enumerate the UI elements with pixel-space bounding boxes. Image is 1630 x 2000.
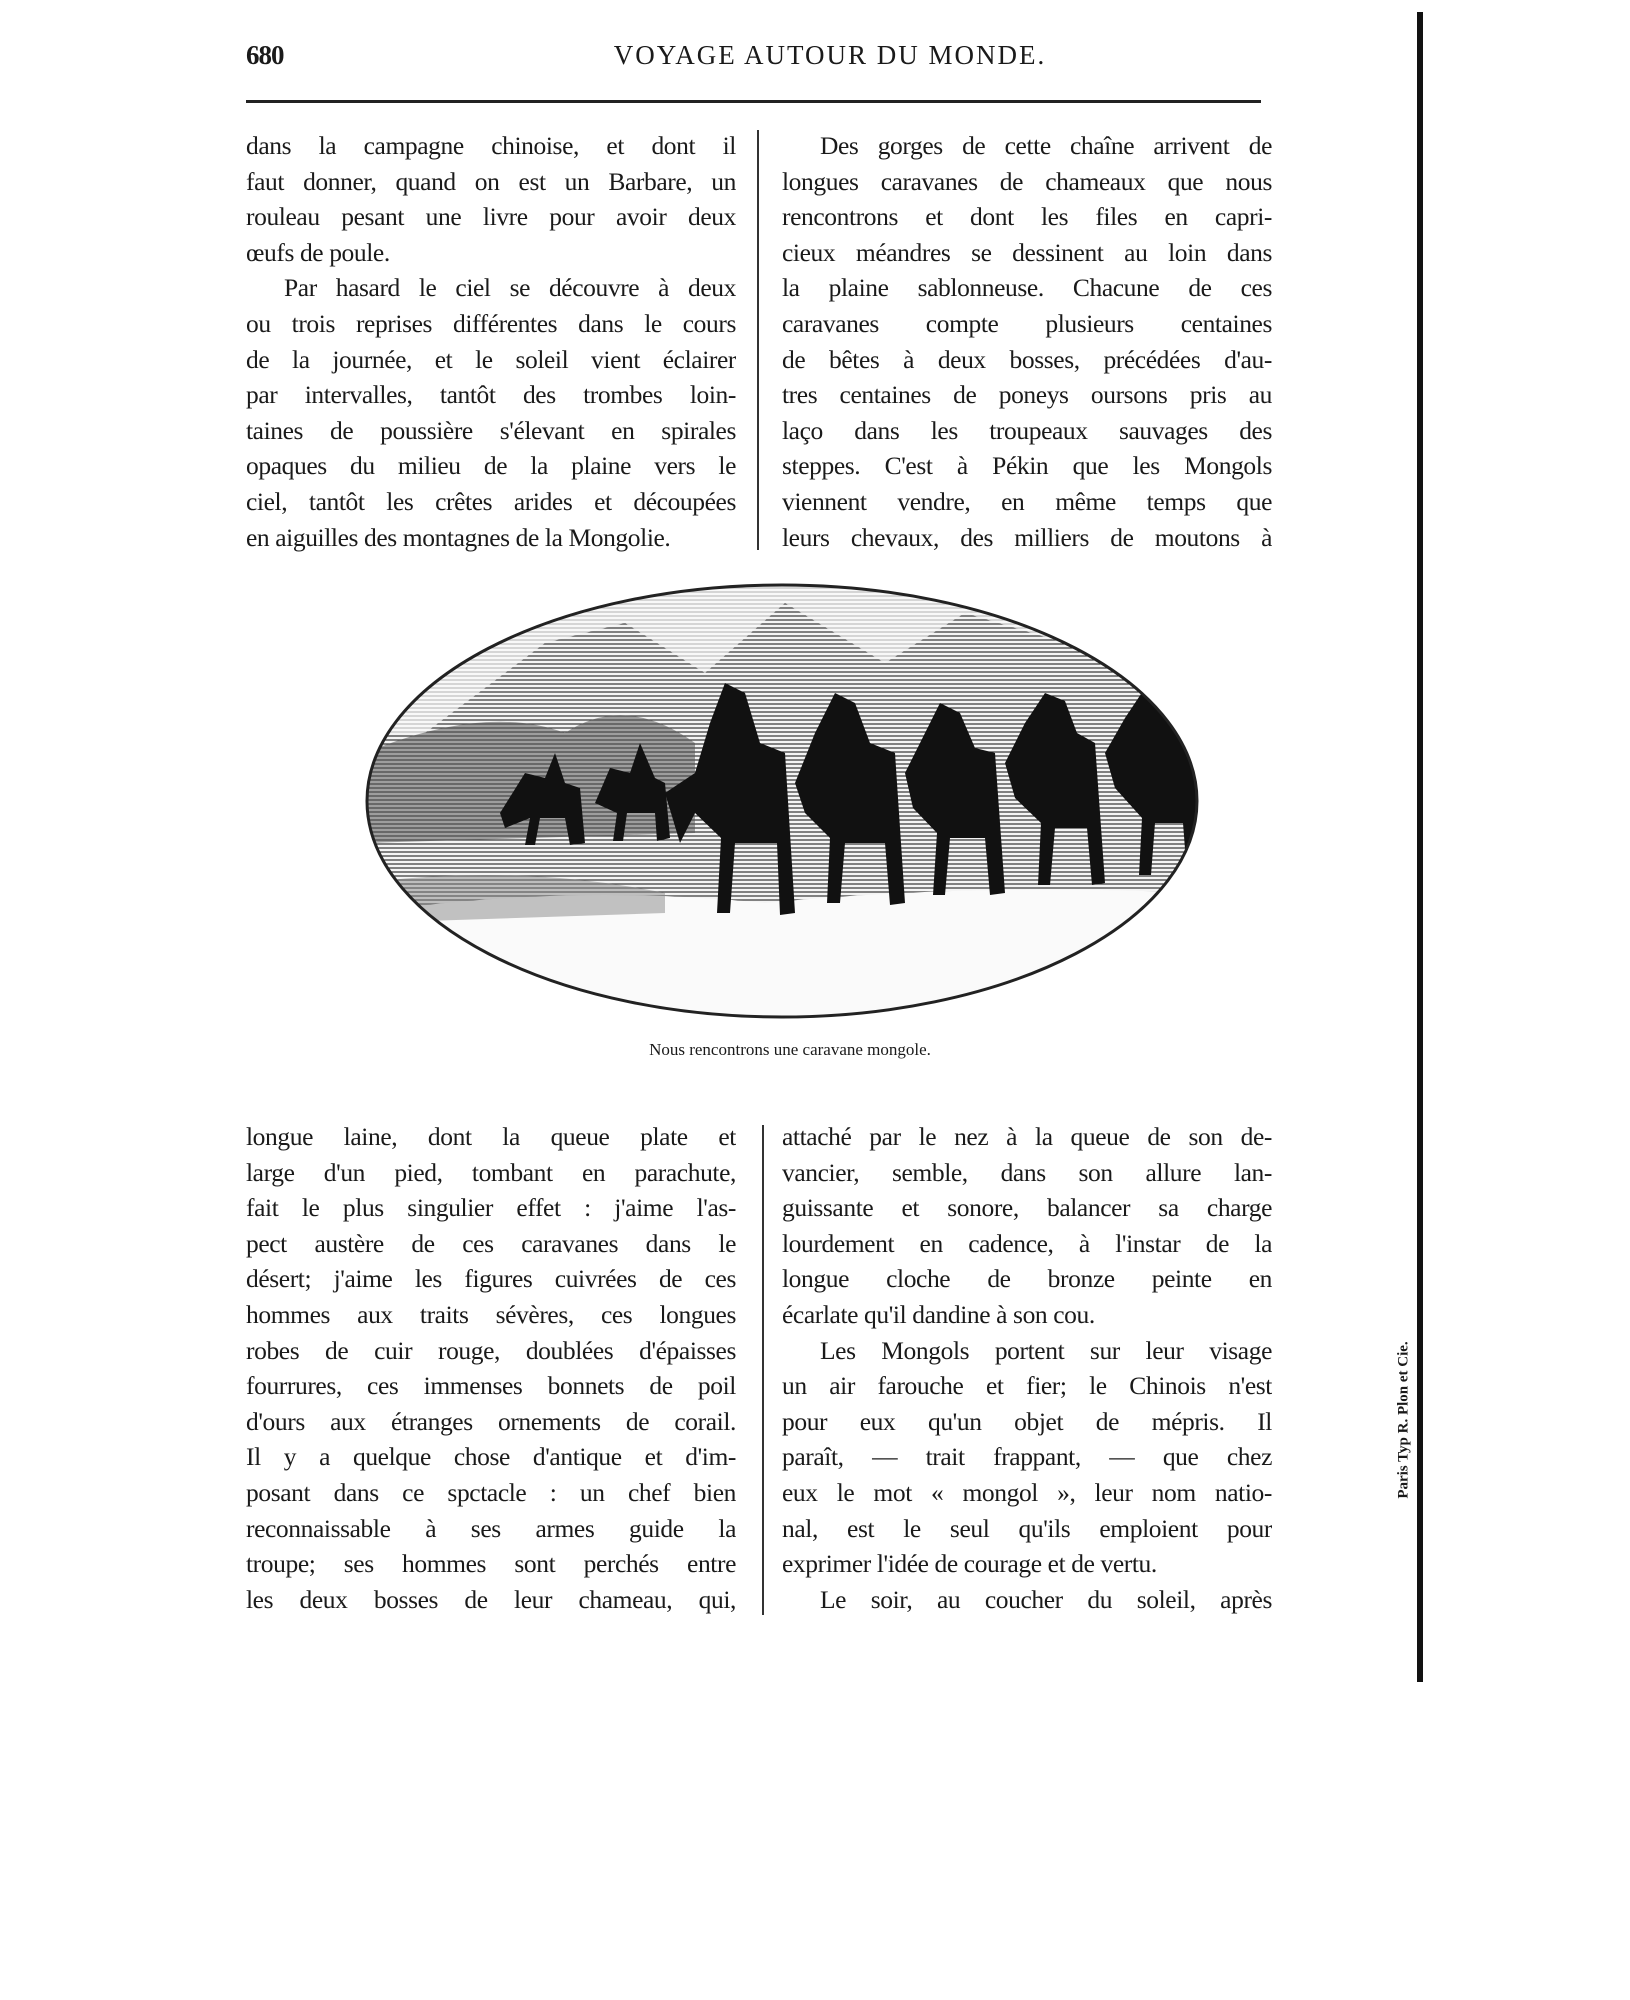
text-line: taines de poussière s'élevant en spirales [246, 415, 736, 445]
text-line: Par hasard le ciel se découvre à deux [284, 273, 736, 303]
text-line: les deux bosses de leur chameau, qui, [246, 1584, 736, 1614]
text-line: hommes aux traits sévères, ces longues [246, 1299, 736, 1329]
text-line: vancier, semble, dans son allure lan- [782, 1157, 1272, 1187]
page-edge-bar [1417, 12, 1423, 1682]
column-divider [762, 1125, 764, 1615]
text-line: nal, est le seul qu'ils emploient pour [782, 1513, 1272, 1543]
text-line: attaché par le nez à la queue de son de- [782, 1122, 1272, 1151]
text-line: paraît, — trait frappant, — que chez [782, 1442, 1272, 1472]
text-line: ou trois reprises différentes dans le cours [246, 308, 736, 338]
text-line: eux le mot « mongol », leur nom natio- [782, 1477, 1272, 1507]
text-line: Des gorges de cette chaîne arrivent de [820, 131, 1272, 160]
text-line: Le soir, au coucher du soleil, après [820, 1584, 1272, 1614]
text-line: tres centaines de poneys oursons pris au [782, 380, 1272, 410]
header-rule [246, 100, 1261, 103]
text-line: troupe; ses hommes sont perchés entre [246, 1549, 736, 1579]
text-line: longues caravanes de chameaux que nous [782, 166, 1272, 196]
text-line: rouleau pesant une livre pour avoir deux [246, 202, 736, 232]
text-line: un air farouche et fier; le Chinois n'est [782, 1371, 1272, 1401]
column-top-left [246, 128, 736, 555]
text-line: reconnaissable à ses armes guide la [246, 1513, 736, 1543]
running-title: VOYAGE AUTOUR DU MONDE. [613, 40, 1047, 70]
text-line: caravanes compte plusieurs centaines [782, 308, 1272, 338]
column-divider [757, 130, 759, 550]
text-line: longue cloche de bronze peinte en [782, 1264, 1272, 1294]
column-bottom-left [246, 1119, 736, 1617]
text-line: dans la campagne chinoise, et dont il [246, 131, 736, 160]
text-line: de bêtes à deux bosses, précédées d'au- [782, 344, 1272, 374]
text-line: longue laine, dont la queue plate et [246, 1122, 736, 1151]
text-line: la plaine sablonneuse. Chacune de ces [782, 273, 1272, 303]
caravan-illustration [365, 583, 1200, 1020]
text-line: cieux méandres se dessinent au loin dans [782, 237, 1272, 267]
text-line: ciel, tantôt les crêtes arides et découpées [246, 486, 736, 516]
text-line: fait le plus singulier effet : j'aime l'as- [246, 1193, 736, 1223]
text-line: faut donner, quand on est un Barbare, un [246, 166, 736, 196]
printer-imprint [1393, 1310, 1415, 1530]
illustration-caption: Nous rencontrons une caravane mongole. [649, 1040, 931, 1059]
text-line: pour eux qu'un objet de mépris. Il [782, 1406, 1272, 1436]
text-line: œufs de poule. [246, 237, 390, 267]
printer-imprint-text: Paris Typ R. Plon et Cie. [1395, 1341, 1412, 1499]
text-line: Il y a quelque chose d'antique et d'im- [246, 1442, 736, 1472]
text-line: large d'un pied, tombant en parachute, [246, 1157, 736, 1187]
text-line: de la journée, et le soleil vient éclairer [246, 344, 736, 374]
text-line: d'ours aux étranges ornements de corail. [246, 1406, 736, 1436]
text-line: posant dans ce spctacle : un chef bien [246, 1477, 736, 1507]
text-line: par intervalles, tantôt des trombes loin- [246, 380, 736, 410]
text-line: fourrures, ces immenses bonnets de poil [246, 1371, 736, 1401]
text-line: opaques du milieu de la plaine vers le [246, 451, 736, 481]
text-line: leurs chevaux, des milliers de moutons à [782, 522, 1272, 552]
text-line: écarlate qu'il dandine à son cou. [782, 1299, 1095, 1329]
text-line: robes de cuir rouge, doublées d'épaisses [246, 1335, 736, 1365]
text-line: rencontrons et dont les files en capri- [782, 202, 1272, 232]
text-line: viennent vendre, en même temps que [782, 486, 1272, 516]
text-line: Les Mongols portent sur leur visage [820, 1335, 1272, 1365]
column-bottom-right [782, 1119, 1272, 1617]
text-line: désert; j'aime les figures cuivrées de ces [246, 1264, 736, 1294]
text-line: en aiguilles des montagnes de la Mongolie. [246, 522, 671, 552]
text-line: exprimer l'idée de courage et de vertu. [782, 1549, 1157, 1579]
text-line: laço dans les troupeaux sauvages des [782, 415, 1272, 445]
text-line: pect austère de ces caravanes dans le [246, 1228, 736, 1258]
text-line: guissante et sonore, balancer sa charge [782, 1193, 1272, 1223]
page-number: 680 [246, 40, 284, 70]
text-line: steppes. C'est à Pékin que les Mongols [782, 451, 1272, 481]
text-line: lourdement en cadence, à l'instar de la [782, 1228, 1272, 1258]
column-top-right [782, 128, 1272, 555]
